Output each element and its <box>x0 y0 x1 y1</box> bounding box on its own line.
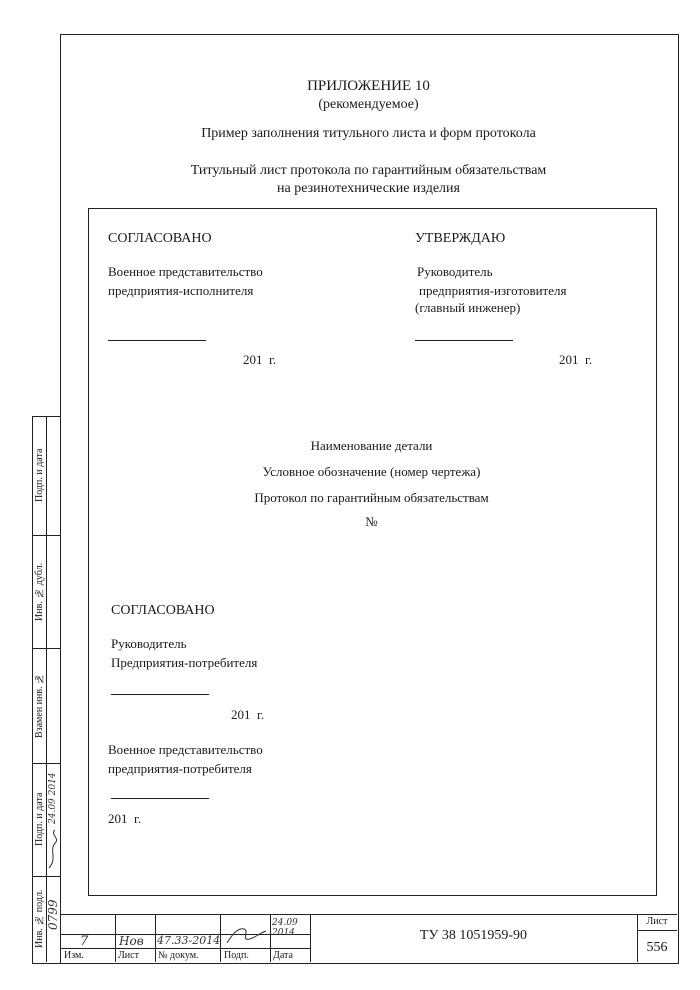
col-podp-label: Подп. <box>224 950 249 961</box>
side-label-podp-data-top: Подп. и дата <box>34 448 45 503</box>
part-name: Наименование детали <box>310 438 433 453</box>
side-signature-stroke <box>49 830 57 868</box>
col-doc-label: № докум. <box>158 950 199 961</box>
title-block-sheet-line <box>637 930 677 931</box>
title-block-col-line <box>155 914 156 962</box>
title-line-2: на резинотехнические изделия <box>277 181 460 196</box>
title-block-col-line <box>115 914 116 962</box>
sheet-number: 556 <box>646 940 668 955</box>
consumer-mil-line1: Военное представительство <box>108 742 263 757</box>
row-izm-value: 7 <box>80 934 89 949</box>
sheet-label: Лист <box>646 916 668 927</box>
signature-line <box>108 340 206 341</box>
signature-line <box>111 694 209 695</box>
approval-right-heading: УТВЕРЖДАЮ <box>415 231 506 246</box>
title-block-col-line <box>270 914 271 962</box>
title-block-top-line <box>60 914 677 915</box>
approval-right-year: 201 г. <box>559 352 593 367</box>
signature-line <box>415 340 513 341</box>
side-label-vzamen-inv: Взамен инв. № <box>34 672 45 739</box>
handwritten-side-date: 24.09 2014 <box>48 772 58 824</box>
consumer-year1: 201 г. <box>231 707 265 722</box>
number-sign: № <box>365 514 378 529</box>
approval-left-line2: предприятия-исполнителя <box>108 283 254 298</box>
col-izm-label: Изм. <box>64 950 84 961</box>
consumer-approval-heading: СОГЛАСОВАНО <box>111 603 215 618</box>
consumer-line1: Руководитель <box>111 636 187 651</box>
side-label-podp-data-bottom: Подп. и дата <box>34 792 45 847</box>
consumer-mil-line2: предприятия-потребителя <box>108 761 252 776</box>
protocol-title: Протокол по гарантийным обязательствам <box>254 490 489 505</box>
row-signature <box>224 919 268 947</box>
col-data-label: Дата <box>273 950 293 961</box>
side-label-inv-podl: Инв. № подл. <box>34 889 45 949</box>
approval-right-line1: Руководитель <box>417 264 493 279</box>
approval-right-line3: (главный инженер) <box>415 300 521 315</box>
col-list-label: Лист <box>118 950 139 961</box>
signature-line <box>111 798 209 799</box>
appendix-title: ПРИЛОЖЕНИЕ 10 <box>307 78 430 94</box>
side-label-inv-dubl: Инв. № дубл. <box>34 562 45 621</box>
consumer-line2: Предприятия-потребителя <box>111 655 258 670</box>
row-list-value: Нов <box>119 934 144 948</box>
example-caption: Пример заполнения титульного листа и форм протокола <box>201 126 536 141</box>
approval-left-line1: Военное представительство <box>108 264 263 279</box>
appendix-subtitle: (рекомендуемое) <box>318 97 419 112</box>
side-signature-mark <box>46 828 60 872</box>
approval-left-heading: СОГЛАСОВАНО <box>108 231 212 246</box>
designation: Условное обозначение (номер чертежа) <box>262 464 481 479</box>
document-code: ТУ 38 1051959-90 <box>419 928 528 943</box>
title-block-row-line <box>60 948 310 949</box>
approval-left-year: 201 г. <box>243 352 277 367</box>
row-data-value: 24.09 2014 <box>272 918 298 938</box>
row-doc-value: 47.33-2014 <box>157 934 221 947</box>
handwritten-inv-number: 0799 <box>46 899 60 931</box>
approval-right-line2: предприятия-изготовителя <box>419 283 567 298</box>
inner-frame <box>88 208 657 896</box>
row-signature-stroke <box>227 929 266 943</box>
title-line-1: Титульный лист протокола по гарантийным обязательствам <box>190 163 547 178</box>
consumer-year2: 201 г. <box>108 811 142 826</box>
